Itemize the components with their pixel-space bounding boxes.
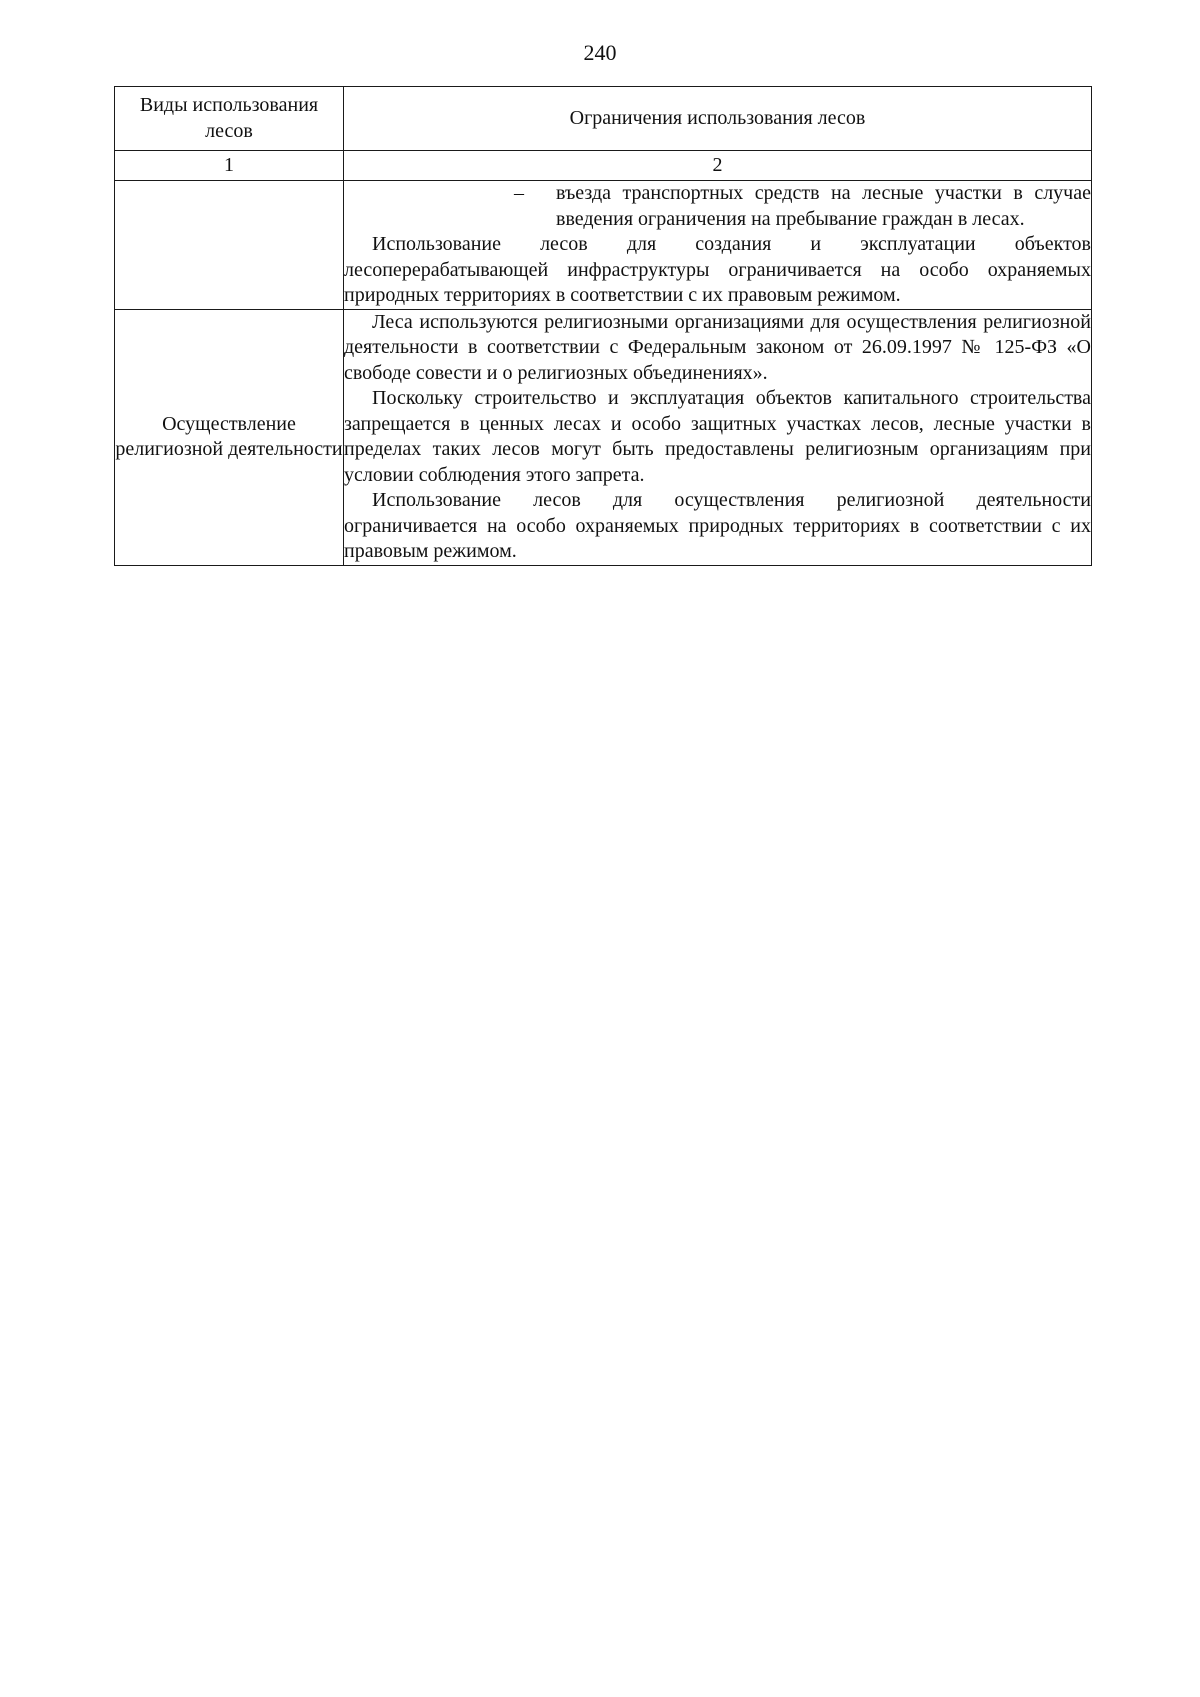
row-type-cell	[115, 181, 344, 310]
paragraph: Поскольку строительство и эксплуатация объектов капитального строительства запрещается в ценных лесах и особо защитных участках лесов, лесные участки в пределах таких лесов могут быть предоставлены религиозным организациям при условии соблюдения этого запрета.	[344, 387, 1091, 486]
numbering-col1: 1	[115, 151, 344, 181]
paragraph: Леса используются религиозными организациями для осуществления религиозной деятельности в соответствии с Федеральным законом от 26.09.1997 № 125-ФЗ «О свободе совести и о религиозных объединениях».	[344, 310, 1091, 384]
paragraph: Использование лесов для создания и эксплуатации объектов лесоперерабатывающей инфраструктуры ограничивается на особо охраняемых природных территориях в соответствии с их правовым режимом.	[344, 233, 1091, 306]
row-restrictions-cell	[344, 181, 1092, 310]
table-header-row	[115, 87, 1092, 151]
dash-marker: –	[514, 182, 524, 204]
numbering-col2: 2	[344, 151, 1092, 181]
table-row	[115, 181, 1092, 310]
list-item	[344, 181, 1091, 232]
row-type-cell: Осуществление религиозной деятельности	[115, 309, 344, 565]
header-col2: Ограничения использования лесов	[344, 87, 1092, 151]
row-restrictions-cell	[344, 309, 1092, 565]
table-row	[115, 309, 1092, 565]
list-item-text: въезда транспортных средств на лесные участки в случае введения ограничения на пребывание граждан в лесах.	[556, 182, 1091, 230]
paragraph: Использование лесов для осуществления религиозной деятельности ограничивается на особо охраняемых природных территориях в соответствии с их правовым режимом.	[344, 489, 1091, 562]
header-col1: Виды использования лесов	[115, 87, 344, 151]
table-numbering-row	[115, 151, 1092, 181]
forest-use-restrictions-table	[114, 86, 1092, 566]
page-number: 240	[583, 40, 617, 65]
